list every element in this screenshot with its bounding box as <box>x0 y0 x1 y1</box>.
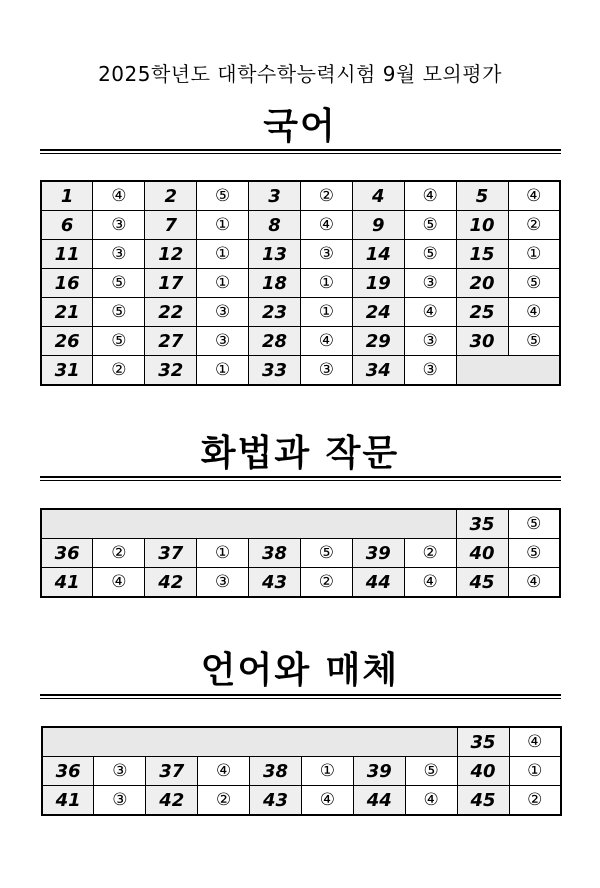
answer-choice: ① <box>197 356 249 386</box>
answer-choice: ④ <box>509 727 561 757</box>
answer-choice: ④ <box>301 786 353 816</box>
question-number: 6 <box>41 211 93 240</box>
answer-table-speech-writing <box>40 508 561 598</box>
answer-choice: ③ <box>94 757 146 786</box>
question-number: 32 <box>145 356 197 386</box>
answer-choice: ⑤ <box>93 269 145 298</box>
answer-choice: ② <box>509 786 561 816</box>
answer-table-korean <box>40 180 561 386</box>
question-number: 15 <box>456 240 508 269</box>
answer-choice: ④ <box>404 181 456 211</box>
question-number: 13 <box>249 240 301 269</box>
answer-choice: ① <box>301 757 353 786</box>
answer-choice: ⑤ <box>405 757 457 786</box>
answer-choice: ② <box>93 539 145 568</box>
question-number: 5 <box>456 181 508 211</box>
title-rule <box>40 694 561 699</box>
answer-choice: ⑤ <box>404 240 456 269</box>
question-number: 4 <box>352 181 404 211</box>
answer-choice: ④ <box>300 327 352 356</box>
answer-choice: ③ <box>93 211 145 240</box>
answer-choice: ④ <box>300 211 352 240</box>
question-number: 45 <box>456 568 508 598</box>
answer-table-language-media <box>41 726 562 816</box>
question-number: 40 <box>456 539 508 568</box>
answer-choice: ③ <box>197 327 249 356</box>
answer-choice: ⑤ <box>404 211 456 240</box>
question-number: 42 <box>146 786 198 816</box>
question-number: 26 <box>41 327 93 356</box>
answer-choice: ⑤ <box>93 298 145 327</box>
answer-row <box>42 786 561 816</box>
question-number: 35 <box>457 727 509 757</box>
answer-row <box>41 269 560 298</box>
question-number: 29 <box>352 327 404 356</box>
answer-choice: ⑤ <box>508 539 560 568</box>
answer-row <box>41 356 560 386</box>
answer-choice: ① <box>509 757 561 786</box>
answer-choice: ② <box>404 539 456 568</box>
answer-choice: ② <box>198 786 250 816</box>
question-number: 36 <box>42 757 94 786</box>
question-number: 9 <box>352 211 404 240</box>
question-number: 23 <box>249 298 301 327</box>
question-number: 42 <box>145 568 197 598</box>
answer-row <box>41 298 560 327</box>
answer-choice: ② <box>300 568 352 598</box>
question-number: 19 <box>352 269 404 298</box>
answer-choice: ④ <box>93 181 145 211</box>
answer-row <box>41 539 560 568</box>
question-number: 36 <box>41 539 93 568</box>
answer-choice: ⑤ <box>300 539 352 568</box>
question-number: 2 <box>145 181 197 211</box>
question-number: 12 <box>145 240 197 269</box>
answer-choice: ③ <box>197 298 249 327</box>
question-number: 27 <box>145 327 197 356</box>
question-number: 39 <box>353 757 405 786</box>
answer-choice: ⑤ <box>508 269 560 298</box>
answer-choice: ④ <box>508 568 560 598</box>
question-number: 45 <box>457 786 509 816</box>
answer-choice: ③ <box>404 269 456 298</box>
answer-choice: ④ <box>405 786 457 816</box>
answer-choice: ③ <box>300 356 352 386</box>
blank-cell <box>456 356 560 386</box>
answer-choice: ③ <box>404 356 456 386</box>
exam-title: 2025학년도 대학수학능력시험 9월 모의평가 <box>98 62 502 86</box>
section-title-korean: 국어 <box>263 106 337 147</box>
question-number: 22 <box>145 298 197 327</box>
answer-choice: ④ <box>404 568 456 598</box>
answer-choice: ② <box>508 211 560 240</box>
question-number: 31 <box>41 356 93 386</box>
answer-row <box>41 327 560 356</box>
section-title-language-media: 언어와 매체 <box>200 650 400 691</box>
question-number: 41 <box>41 568 93 598</box>
answer-choice: ③ <box>404 327 456 356</box>
question-number: 38 <box>249 539 301 568</box>
question-number: 30 <box>456 327 508 356</box>
title-rule <box>40 476 561 481</box>
answer-row <box>41 240 560 269</box>
answer-row <box>41 568 560 598</box>
answer-choice: ① <box>300 269 352 298</box>
question-number: 44 <box>353 786 405 816</box>
answer-choice: ④ <box>508 181 560 211</box>
question-number: 34 <box>352 356 404 386</box>
answer-choice: ④ <box>198 757 250 786</box>
answer-choice: ③ <box>197 568 249 598</box>
answer-choice: ④ <box>508 298 560 327</box>
question-number: 40 <box>457 757 509 786</box>
question-number: 10 <box>456 211 508 240</box>
question-number: 37 <box>146 757 198 786</box>
question-number: 20 <box>456 269 508 298</box>
answer-choice: ② <box>93 356 145 386</box>
answer-choice: ③ <box>94 786 146 816</box>
question-number: 41 <box>42 786 94 816</box>
question-number: 43 <box>249 568 301 598</box>
question-number: 3 <box>249 181 301 211</box>
question-number: 21 <box>41 298 93 327</box>
question-number: 43 <box>250 786 302 816</box>
question-number: 14 <box>352 240 404 269</box>
answer-choice: ① <box>197 539 249 568</box>
question-number: 16 <box>41 269 93 298</box>
question-number: 25 <box>456 298 508 327</box>
answer-choice: ⑤ <box>93 327 145 356</box>
answer-choice: ③ <box>300 240 352 269</box>
question-number: 11 <box>41 240 93 269</box>
answer-choice: ① <box>300 298 352 327</box>
question-number: 24 <box>352 298 404 327</box>
answer-choice: ① <box>508 240 560 269</box>
blank-cell <box>42 727 457 757</box>
answer-choice: ④ <box>93 568 145 598</box>
answer-choice: ① <box>197 211 249 240</box>
answer-choice: ④ <box>404 298 456 327</box>
question-number: 38 <box>250 757 302 786</box>
answer-row <box>42 727 561 757</box>
question-number: 1 <box>41 181 93 211</box>
title-rule <box>40 149 561 154</box>
answer-choice: ① <box>197 269 249 298</box>
question-number: 37 <box>145 539 197 568</box>
answer-choice: ③ <box>93 240 145 269</box>
question-number: 8 <box>249 211 301 240</box>
answer-row <box>42 757 561 786</box>
question-number: 33 <box>249 356 301 386</box>
answer-row <box>41 211 560 240</box>
question-number: 7 <box>145 211 197 240</box>
question-number: 44 <box>352 568 404 598</box>
question-number: 18 <box>249 269 301 298</box>
question-number: 35 <box>456 509 508 539</box>
question-number: 17 <box>145 269 197 298</box>
section-title-speech-writing: 화법과 작문 <box>200 433 400 474</box>
question-number: 39 <box>352 539 404 568</box>
answer-choice: ② <box>300 181 352 211</box>
answer-choice: ① <box>197 240 249 269</box>
answer-choice: ⑤ <box>508 327 560 356</box>
answer-row <box>41 509 560 539</box>
answer-choice: ⑤ <box>197 181 249 211</box>
answer-choice: ⑤ <box>508 509 560 539</box>
question-number: 28 <box>249 327 301 356</box>
blank-cell <box>41 509 456 539</box>
answer-row <box>41 181 560 211</box>
